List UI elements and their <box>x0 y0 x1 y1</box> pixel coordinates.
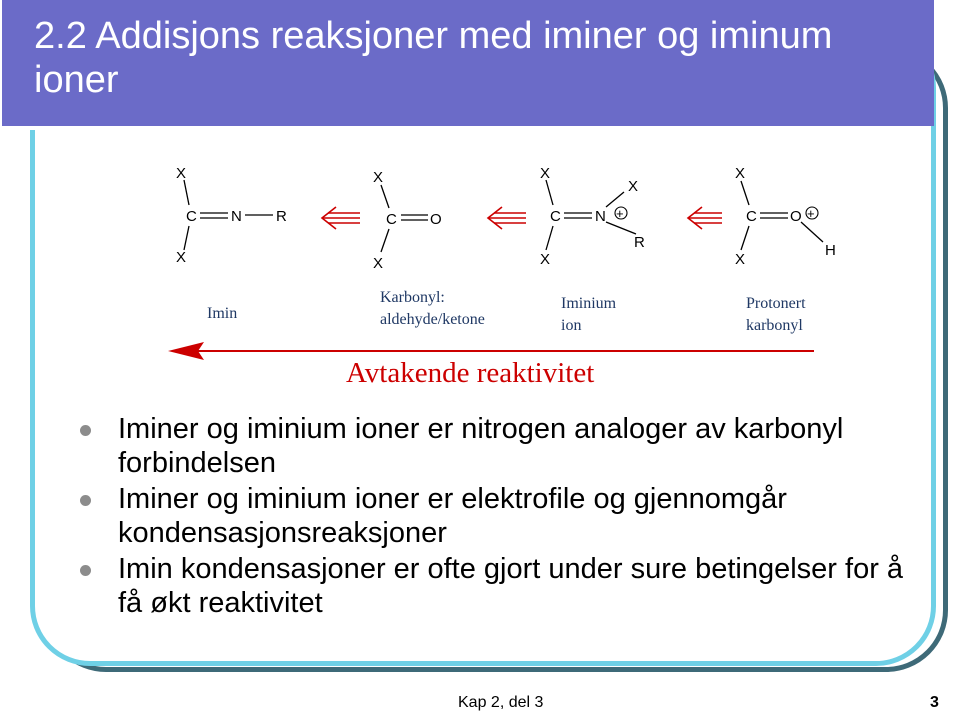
reactivity-arrow-3 <box>688 207 722 229</box>
carbonyl-structure <box>373 169 442 272</box>
bullet-text: Iminer og iminium ioner er elektrofile og gjennomgår kondensasjonsreaksjoner <box>118 483 787 549</box>
bullet-item <box>80 412 920 480</box>
label-karbonyl-1: Karbonyl: <box>380 289 445 306</box>
label-iminium-2: ion <box>561 317 582 334</box>
bullet-dot-icon <box>80 565 91 576</box>
slide-title: 2.2 Addisjons reaksjoner med iminer og iminum ioner <box>34 15 833 101</box>
reactivity-arrow-2 <box>488 207 526 229</box>
label-iminium-1: Iminium <box>561 295 617 312</box>
atom-label: X <box>735 165 746 182</box>
atom-label: C <box>746 208 757 225</box>
atom-label: X <box>735 251 746 268</box>
atom-label: X <box>373 169 384 186</box>
atom-label: N <box>595 208 606 225</box>
bullet-dot-icon <box>80 425 91 436</box>
footer <box>0 694 960 715</box>
atom-label: X <box>176 165 187 182</box>
atom-label: X <box>540 165 551 182</box>
charge-label: + <box>616 206 624 221</box>
bullet-item <box>80 482 920 550</box>
atom-label: X <box>540 251 551 268</box>
atom-label: C <box>550 208 561 225</box>
label-protonert-2: karbonyl <box>746 317 803 334</box>
label-imin: Imin <box>207 305 238 322</box>
iminium-structure <box>540 165 645 268</box>
atom-label: X <box>176 249 187 266</box>
atom-label: X <box>373 255 384 272</box>
atom-label: C <box>386 211 397 228</box>
atom-label: X <box>628 178 639 195</box>
bullet-text: Imin kondensasjoner er ofte gjort under sure betingelser for å få økt reaktivitet <box>118 553 904 619</box>
page-number: 3 <box>930 694 939 711</box>
reactivity-arrow-1 <box>322 207 360 229</box>
atom-label: R <box>276 208 287 225</box>
label-protonert-1: Protonert <box>746 295 806 312</box>
label-karbonyl-2: aldehyde/ketone <box>380 311 485 328</box>
bullet-text: Iminer og iminium ioner er nitrogen analoger av karbonyl forbindelsen <box>118 413 844 479</box>
atom-label: C <box>186 208 197 225</box>
protonated-carbonyl-structure <box>735 165 836 268</box>
arrow-caption: Avtakende reaktivitet <box>346 357 595 389</box>
atom-label: H <box>825 242 836 259</box>
atom-label: R <box>634 234 645 251</box>
atom-label: O <box>430 211 442 228</box>
bullet-item <box>80 552 920 620</box>
bullet-list <box>80 412 920 622</box>
bullet-dot-icon <box>80 495 91 506</box>
imine-structure <box>176 165 287 266</box>
atom-label: O <box>790 208 802 225</box>
footer-text: Kap 2, del 3 <box>458 694 544 711</box>
atom-label: N <box>231 208 242 225</box>
charge-label: + <box>807 206 815 221</box>
